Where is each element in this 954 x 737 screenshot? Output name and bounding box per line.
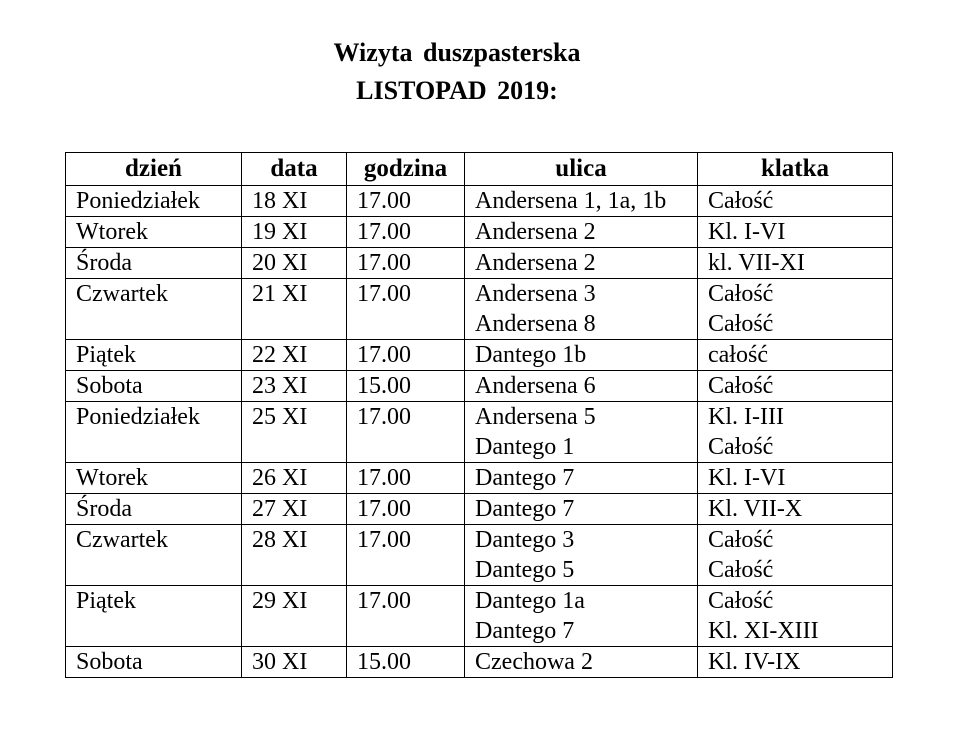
header-date: data — [242, 153, 347, 186]
street-line: Andersena 3 — [475, 281, 596, 307]
cell-stairwell — [698, 586, 893, 647]
stairwell-line: Kl. XI-XIII — [708, 618, 819, 644]
cell-stairwell — [698, 647, 893, 678]
table-row — [66, 463, 893, 494]
cell-date: 18 XI — [242, 186, 347, 217]
cell-day: Wtorek — [66, 463, 242, 494]
cell-time: 17.00 — [347, 279, 465, 340]
stairwell-line: Całość — [708, 281, 774, 307]
table-row — [66, 586, 893, 647]
stairwell-line: Całość — [708, 188, 774, 214]
cell-stairwell — [698, 340, 893, 371]
cell-street — [465, 371, 698, 402]
table-row — [66, 371, 893, 402]
cell-street — [465, 340, 698, 371]
street-line: Dantego 7 — [475, 465, 575, 491]
stairwell-line: Całość — [708, 311, 774, 337]
cell-time: 17.00 — [347, 340, 465, 371]
cell-street — [465, 525, 698, 586]
schedule-table — [65, 152, 893, 678]
street-line: Dantego 1 — [475, 434, 575, 460]
header-time: godzina — [347, 153, 465, 186]
table-row — [66, 647, 893, 678]
cell-street — [465, 279, 698, 340]
cell-time: 17.00 — [347, 494, 465, 525]
street-line: Dantego 7 — [475, 496, 575, 522]
stairwell-line: Całość — [708, 527, 774, 553]
cell-date: 29 XI — [242, 586, 347, 647]
stairwell-line: Kl. IV-IX — [708, 649, 801, 675]
street-line: Dantego 1b — [475, 342, 587, 368]
cell-stairwell — [698, 279, 893, 340]
table-row — [66, 186, 893, 217]
cell-date: 28 XI — [242, 525, 347, 586]
cell-date: 22 XI — [242, 340, 347, 371]
street-line: Czechowa 2 — [475, 649, 593, 675]
cell-time: 17.00 — [347, 248, 465, 279]
cell-day: Poniedziałek — [66, 402, 242, 463]
stairwell-line: Całość — [708, 373, 774, 399]
stairwell-line: Całość — [708, 588, 774, 614]
cell-stairwell — [698, 494, 893, 525]
cell-day: Sobota — [66, 647, 242, 678]
cell-street — [465, 217, 698, 248]
cell-time: 17.00 — [347, 586, 465, 647]
cell-time: 17.00 — [347, 217, 465, 248]
cell-stairwell — [698, 248, 893, 279]
cell-day: Piątek — [66, 586, 242, 647]
cell-day: Czwartek — [66, 279, 242, 340]
table-row — [66, 340, 893, 371]
cell-time: 17.00 — [347, 463, 465, 494]
cell-time: 17.00 — [347, 402, 465, 463]
cell-time: 17.00 — [347, 525, 465, 586]
table-body — [66, 186, 893, 678]
cell-street — [465, 647, 698, 678]
header-day: dzień — [66, 153, 242, 186]
cell-day: Sobota — [66, 371, 242, 402]
cell-date: 26 XI — [242, 463, 347, 494]
cell-day: Piątek — [66, 340, 242, 371]
street-line: Dantego 3 — [475, 527, 575, 553]
cell-day: Środa — [66, 494, 242, 525]
cell-day: Czwartek — [66, 525, 242, 586]
cell-day: Wtorek — [66, 217, 242, 248]
stairwell-line: Całość — [708, 434, 774, 460]
stairwell-line: Kl. I-VI — [708, 219, 786, 245]
cell-stairwell — [698, 371, 893, 402]
table-row — [66, 402, 893, 463]
street-line: Dantego 7 — [475, 618, 575, 644]
cell-street — [465, 463, 698, 494]
table-row — [66, 217, 893, 248]
stairwell-line: całość — [708, 342, 768, 368]
cell-street — [465, 248, 698, 279]
cell-day: Środa — [66, 248, 242, 279]
street-line: Dantego 1a — [475, 588, 585, 614]
header-stairwell: klatka — [698, 153, 893, 186]
table-header-row — [66, 153, 893, 186]
cell-date: 20 XI — [242, 248, 347, 279]
stairwell-line: Kl. I-III — [708, 404, 784, 430]
cell-day: Poniedziałek — [66, 186, 242, 217]
stairwell-line: Całość — [708, 557, 774, 583]
cell-date: 25 XI — [242, 402, 347, 463]
street-line: Andersena 8 — [475, 311, 596, 337]
table-row — [66, 494, 893, 525]
cell-stairwell — [698, 463, 893, 494]
page-title: Wizyta duszpasterska — [333, 38, 581, 67]
street-line: Dantego 5 — [475, 557, 575, 583]
cell-date: 21 XI — [242, 279, 347, 340]
table-row — [66, 525, 893, 586]
stairwell-line: Kl. I-VI — [708, 465, 786, 491]
street-line: Andersena 2 — [475, 250, 596, 276]
street-line: Andersena 1, 1a, 1b — [475, 188, 667, 214]
cell-stairwell — [698, 217, 893, 248]
stairwell-line: Kl. VII-X — [708, 496, 803, 522]
header-street: ulica — [465, 153, 698, 186]
street-line: Andersena 2 — [475, 219, 596, 245]
cell-date: 23 XI — [242, 371, 347, 402]
cell-date: 27 XI — [242, 494, 347, 525]
cell-date: 30 XI — [242, 647, 347, 678]
cell-time: 15.00 — [347, 647, 465, 678]
cell-stairwell — [698, 525, 893, 586]
cell-street — [465, 402, 698, 463]
cell-date: 19 XI — [242, 217, 347, 248]
cell-stairwell — [698, 402, 893, 463]
stairwell-line: kl. VII-XI — [708, 250, 805, 276]
cell-time: 15.00 — [347, 371, 465, 402]
cell-street — [465, 586, 698, 647]
table-row — [66, 248, 893, 279]
table-row — [66, 279, 893, 340]
cell-stairwell — [698, 186, 893, 217]
cell-street — [465, 494, 698, 525]
page-subtitle: LISTOPAD 2019: — [356, 76, 558, 105]
street-line: Andersena 6 — [475, 373, 596, 399]
street-line: Andersena 5 — [475, 404, 596, 430]
cell-street — [465, 186, 698, 217]
cell-time: 17.00 — [347, 186, 465, 217]
